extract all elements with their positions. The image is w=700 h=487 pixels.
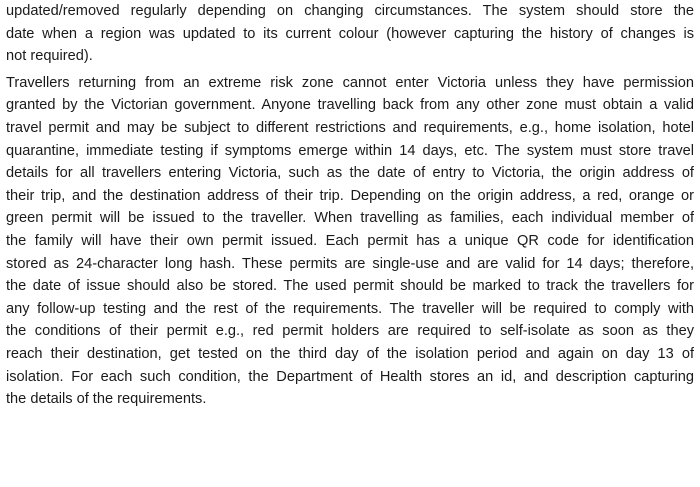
text-line: Travellers returning from an extreme risk zone cannot enter Victoria unless they have permission (6, 74, 694, 91)
text-line: quarantine, immediate testing if symptoms emerge within 14 days, etc. The system must store travel (6, 142, 694, 159)
text-line: the family will have their own permit issued. Each permit has a unique QR code for identification (6, 232, 694, 249)
text-line: granted by the Victorian government. Anyone travelling back from any other zone must obtain a valid (6, 97, 694, 114)
text-line: updated/removed regularly depending on changing circumstances. The system should store the (6, 3, 694, 19)
text-line: details for all travellers entering Victoria, such as the date of entry to Victoria, the origin address of (6, 165, 694, 182)
text-line: any follow-up testing and the rest of the requirements. The traveller will be required to comply with (6, 300, 694, 317)
paragraph-1 (6, 0, 694, 68)
text-line: reach their destination, get tested on the third day of the isolation period and again on day 13 of (6, 345, 694, 362)
text-line: isolation. For each such condition, the Department of Health stores an id, and description capturing (6, 368, 694, 385)
text-line: green permit will be issued to the traveller. When travelling as families, each individual member of (6, 210, 694, 227)
text-line: not required). (6, 48, 93, 65)
text-line: date when a region was updated to its current colour (however capturing the history of changes is (6, 25, 694, 42)
text-line: the conditions of their permit e.g., red permit holders are required to self-isolate as soon as they (6, 323, 694, 340)
text-line: stored as 24-character long hash. These permits are single-use and are valid for 14 days; therefore, (6, 255, 694, 272)
text-line: travel permit and may be subject to different restrictions and requirements, e.g., home isolation, hotel (6, 119, 694, 136)
text-line: the date of issue should also be stored. The used permit should be marked to track the travellers for (6, 278, 694, 295)
text-line: the details of the requirements. (6, 391, 207, 408)
document-page (6, 0, 694, 411)
paragraph-2 (6, 72, 694, 411)
text-line: their trip, and the destination address of their trip. Depending on the origin address, a red, orange or (6, 187, 694, 204)
